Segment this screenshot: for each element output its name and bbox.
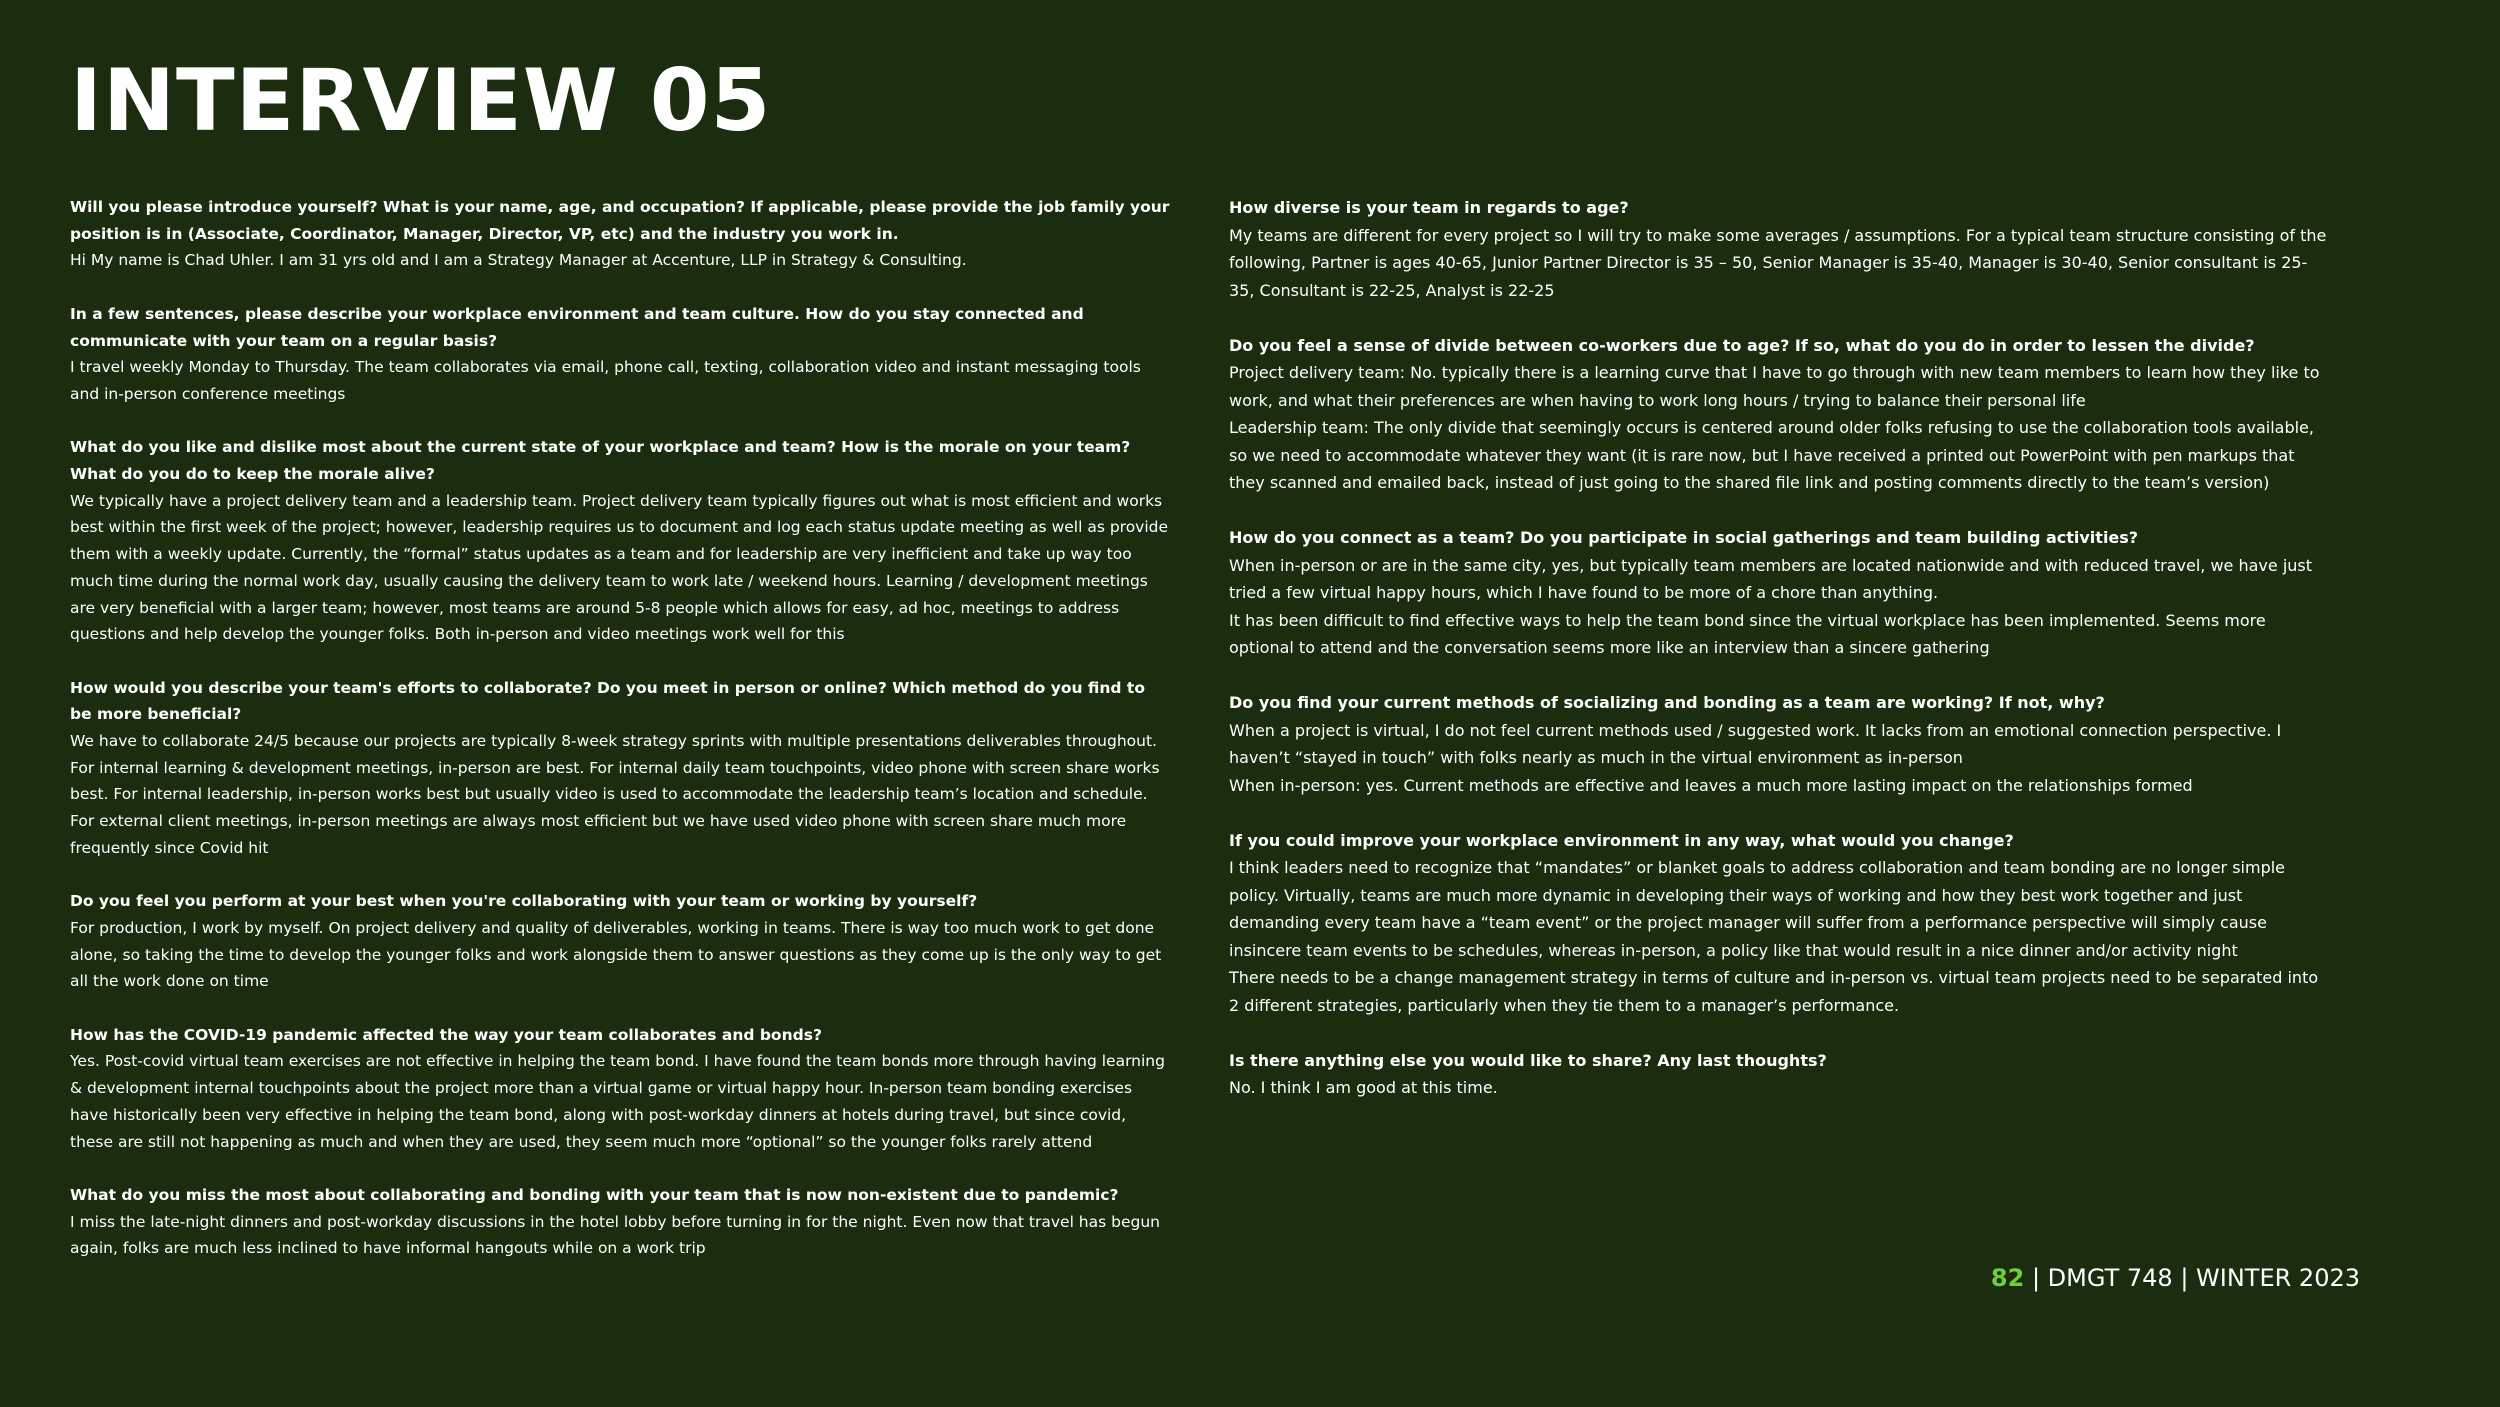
- qa-block: [70, 1182, 1170, 1262]
- qa-block: [70, 888, 1170, 995]
- question-text: Will you please introduce yourself? What is your name, age, and occupation? If applicable, please provide the job family your position is in (Associate, Coordinator, Manager, Director, VP, etc) and the industry you work in.: [70, 198, 1170, 243]
- answer-text: It has been difficult to find effective ways to help the team bond since the virtual workplace has been implemented. Seems more optional to attend and the conversation seems more like an interview than a sincere gathering: [1229, 610, 2266, 657]
- qa-block: [1229, 332, 2329, 497]
- question-text: Do you feel a sense of divide between co-workers due to age? If so, what do you do in order to lessen the divide?: [1229, 335, 2255, 355]
- page-title: INTERVIEW 05: [70, 51, 772, 151]
- question-text: In a few sentences, please describe your workplace environment and team culture. How do you stay connected and communicate with your team on a regular basis?: [70, 304, 1084, 350]
- answer-text: There needs to be a change management strategy in terms of culture and in-person vs. virtual team projects need to be separated into 2 different strategies, particularly when they tie them to a manager’s performance.: [1229, 968, 2319, 1015]
- answer-text: For production, I work by myself. On project delivery and quality of deliverables, working in teams. There is way too much work to get done alone, so taking the time to develop the younger folks and work alongside them to answer questions as they come up is the only way to get all the work done on time: [70, 918, 1162, 991]
- answer-text: We typically have a project delivery team and a leadership team. Project delivery team typically figures out what is most efficient and works best within the first week of the project; however, leadership requires us to document and log each status update meeting as well as provide them with a weekly update. Currently, the “formal” status updates as a team and for leadership are very inefficient and take up way too much time during the normal work day, usually causing the delivery team to work late / weekend hours. Learning / development meetings are very beneficial with a larger team; however, most teams are around 5-8 people which allows for easy, ad hoc, meetings to address questions and help develop the younger folks. Both in-person and video meetings work well for this: [70, 491, 1169, 644]
- course-code: DMGT 748: [2047, 1264, 2173, 1292]
- qa-block: [70, 194, 1170, 274]
- qa-block: [1229, 194, 2329, 304]
- qa-block: [70, 675, 1170, 862]
- question-text: How do you connect as a team? Do you participate in social gatherings and team building activities?: [1229, 528, 2139, 547]
- answer-text: Yes. Post-covid virtual team exercises are not effective in helping the team bond. I have found the team bonds more through having learning & development internal touchpoints about the project more than a virtual game or virtual happy hour. In-person team bonding exercises have historically been very effective in helping the team bond, along with post-workday dinners at hotels during travel, but since covid, these are still not happening as much and when they are used, they seem much more “optional” so the younger folks rarely attend: [70, 1052, 1165, 1151]
- answer-text: We have to collaborate 24/5 because our projects are typically 8-week strategy sprints with multiple presentations deliverables throughout. For internal learning & development meetings, in-person are best. For internal daily team touchpoints, video phone with screen share works best. For internal leadership, in-person works best but usually video is used to accommodate the leadership team’s location and schedule. For external client meetings, in-person meetings are always most efficient but we have used video phone with screen share much more frequently since Covid hit: [70, 732, 1160, 857]
- question-text: What do you like and dislike most about the current state of your workplace and team? How is the morale on your team? What do you do to keep the morale alive?: [70, 438, 1131, 483]
- answer-text: I miss the late-night dinners and post-workday discussions in the hotel lobby before turning in for the night. Even now that travel has begun again, folks are much less inclined to have informal hangouts while on a work trip: [70, 1212, 1160, 1258]
- qa-block: [1229, 1047, 2329, 1102]
- answer-text: Hi My name is Chad Uhler. I am 31 yrs old and I am a Strategy Manager at Accenture, LLP in Strategy & Consulting.: [70, 251, 967, 270]
- answer-text: Leadership team: The only divide that seemingly occurs is centered around older folks refusing to use the collaboration tools available, so we need to accommodate whatever they want (it is rare now, but I have received a printed out PowerPoint with pen markups that they scanned and emailed back, instead of just going to the shared file link and posting comments directly to the team’s version): [1229, 418, 2314, 492]
- page-number: 82: [1990, 1264, 2025, 1292]
- answer-text: Project delivery team: No. typically there is a learning curve that I have to go through with new team members to learn how they like to work, and what their preferences are when having to work long hours / trying to balance their personal life: [1229, 363, 2320, 410]
- answer-text: No. I think I am good at this time.: [1229, 1078, 1498, 1097]
- left-column: [70, 194, 1170, 1289]
- footer-separator: |: [2172, 1264, 2197, 1292]
- question-text: Do you find your current methods of socializing and bonding as a team are working? If not, why?: [1229, 693, 2105, 712]
- answer-text: When a project is virtual, I do not feel current methods used / suggested work. It lacks from an emotional connection perspective. I haven’t “stayed in touch” with folks nearly as much in the virtual environment as in-person: [1229, 720, 2282, 767]
- qa-block: [70, 434, 1170, 648]
- qa-block: [1229, 827, 2329, 1020]
- footer-separator: |: [2024, 1264, 2048, 1292]
- question-text: How diverse is your team in regards to age?: [1229, 198, 1629, 217]
- answer-text: I travel weekly Monday to Thursday. The team collaborates via email, phone call, texting, collaboration video and instant messaging tools and in-person conference meetings: [70, 358, 1141, 403]
- term-label: WINTER 2023: [2196, 1264, 2360, 1292]
- footer: [1991, 1264, 2360, 1292]
- question-text: Is there anything else you would like to share? Any last thoughts?: [1229, 1050, 1827, 1070]
- question-text: If you could improve your workplace environment in any way, what would you change?: [1229, 830, 2014, 850]
- qa-block: [70, 301, 1170, 408]
- answer-text: When in-person or are in the same city, yes, but typically team members are located nationwide and with reduced travel, we have just tried a few virtual happy hours, which I have found to be more of a chore than anything.: [1229, 555, 2313, 602]
- answer-text: My teams are different for every project so I will try to make some averages / assumptions. For a typical team structure consisting of the following, Partner is ages 40-65, Junior Partner Director is 35 – 50, Senior Manager is 35-40, Manager is 30-40, Senior consultant is 25-35, Consultant is 22-25, Analyst is 22-25: [1229, 225, 2327, 300]
- answer-text: When in-person: yes. Current methods are effective and leaves a much more lasting impact on the relationships formed: [1229, 775, 2193, 795]
- qa-block: [1229, 524, 2329, 662]
- right-column: [1229, 194, 2329, 1129]
- question-text: How has the COVID-19 pandemic affected the way your team collaborates and bonds?: [70, 1025, 822, 1044]
- question-text: How would you describe your team's efforts to collaborate? Do you meet in person or online? Which method do you find to be more beneficial?: [70, 678, 1145, 724]
- qa-block: [1229, 689, 2329, 799]
- qa-block: [70, 1022, 1170, 1156]
- question-text: What do you miss the most about collaborating and bonding with your team that is now non-existent due to pandemic?: [70, 1185, 1119, 1204]
- answer-text: I think leaders need to recognize that “mandates” or blanket goals to address collaboration and team bonding are no longer simple policy. Virtually, teams are much more dynamic in developing their ways of working and how they best work together and just demanding every team have a “team event” or the project manager will suffer from a performance perspective will simply cause insincere team events to be schedules, whereas in-person, a policy like that would result in a nice dinner and/or activity night: [1229, 858, 2286, 960]
- question-text: Do you feel you perform at your best when you're collaborating with your team or working by yourself?: [70, 892, 978, 911]
